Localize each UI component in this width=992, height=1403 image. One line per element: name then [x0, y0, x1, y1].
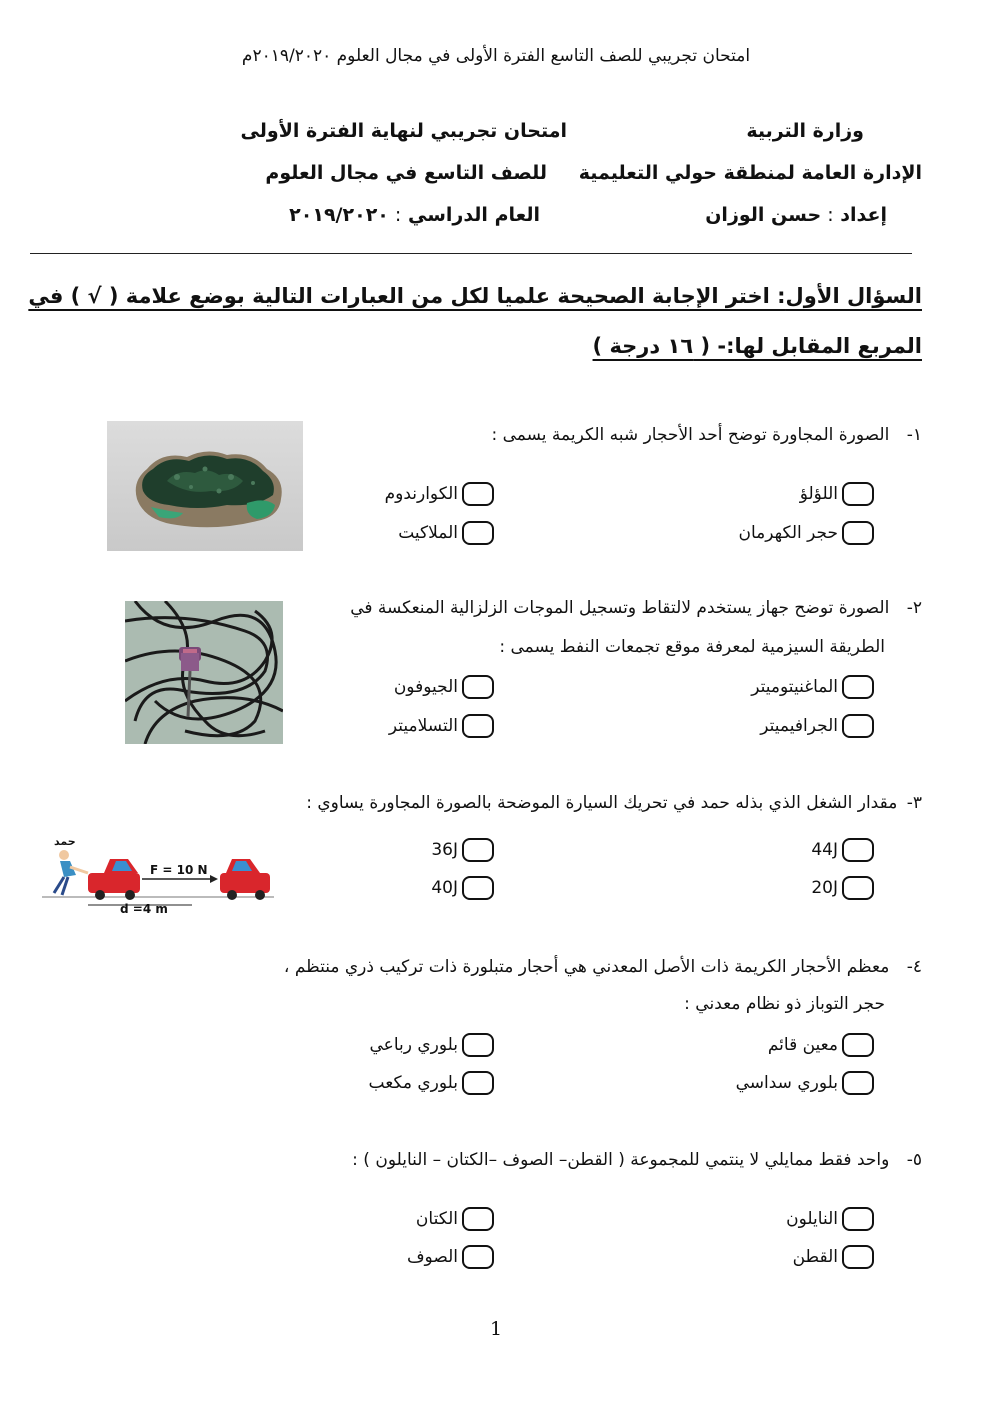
question-text: الصورة توضح جهاز يستخدم لالتقاط وتسجيل الموجات الزلزالية المنعكسة في	[350, 598, 890, 618]
prepared-label: إعداد	[840, 204, 887, 226]
checkbox[interactable]	[842, 1033, 874, 1057]
option-1c[interactable]	[738, 521, 874, 545]
checkbox[interactable]	[842, 1245, 874, 1269]
option-label: التسلاميتر	[388, 716, 458, 736]
section-title-line1	[28, 284, 922, 308]
option-label: بلوري رباعي	[369, 1035, 458, 1055]
checkbox[interactable]	[462, 1071, 494, 1095]
option-label: الملاكيت	[398, 523, 458, 543]
option-4c[interactable]	[736, 1071, 874, 1095]
checkbox[interactable]	[842, 521, 874, 545]
checkbox[interactable]	[462, 838, 494, 862]
option-2d[interactable]	[389, 714, 494, 738]
year-value: ٢٠١٩/٢٠٢٠	[289, 204, 389, 226]
option-4b[interactable]	[370, 1033, 495, 1057]
figure-person-label: حمد	[54, 835, 76, 848]
option-2c[interactable]	[760, 714, 874, 738]
checkbox[interactable]	[462, 1245, 494, 1269]
section-title-line2	[593, 334, 922, 358]
option-2b[interactable]	[394, 675, 494, 699]
option-label: القطن	[792, 1247, 838, 1267]
checkbox[interactable]	[462, 482, 494, 506]
checkbox[interactable]	[842, 1207, 874, 1231]
question-5	[352, 1150, 922, 1170]
checkbox[interactable]	[842, 876, 874, 900]
option-5c[interactable]	[793, 1245, 874, 1269]
checkbox[interactable]	[462, 521, 494, 545]
section-marks: :- ( ١٦ درجة )	[592, 334, 735, 358]
question-number: ٤-	[906, 957, 922, 977]
option-label: 44J	[811, 840, 838, 860]
option-label: بلوري سداسي	[735, 1073, 838, 1093]
option-3b[interactable]	[431, 838, 494, 862]
exam-title: امتحان تجريبي لنهاية الفترة الأولى	[240, 120, 567, 142]
section-instruction: : اختر الإجابة الصحيحة علميا لكل من العبارات التالية بوضع علامة ( √ ) في	[28, 284, 786, 308]
question-text: الصورة المجاورة توضح أحد الأحجار شبه الكريمة يسمى :	[491, 425, 890, 445]
car-push-figure	[42, 835, 274, 919]
question-text: مقدار الشغل الذي بذله حمد في تحريك السيارة الموضحة بالصورة المجاورة يساوي :	[306, 793, 898, 813]
author-name: حسن الوزان	[705, 204, 822, 226]
academic-year: العام الدراسي : ٢٠١٩/٢٠٢٠	[289, 204, 540, 226]
option-label: حجر الكهرمان	[738, 523, 838, 543]
section-label-2: المربع المقابل لها	[734, 334, 922, 358]
year-label: العام الدراسي	[407, 204, 540, 226]
checkbox[interactable]	[842, 482, 874, 506]
question-text: واحد فقط ممايلي لا ينتمي للمجموعة ( القطن– الصوف –الكتان – النايلون ) :	[352, 1150, 890, 1170]
page-number: 1	[489, 1318, 503, 1340]
checkbox[interactable]	[462, 714, 494, 738]
option-label: بلوري مكعب	[368, 1073, 458, 1093]
question-3	[306, 793, 922, 813]
option-3a[interactable]	[811, 838, 874, 862]
question-2	[350, 598, 922, 618]
question-text: معظم الأحجار الكريمة ذات الأصل المعدني هي أحجار متبلورة ذات تركيب ذري منتظم ،	[283, 957, 890, 977]
malachite-photo	[107, 421, 303, 551]
checkbox[interactable]	[842, 714, 874, 738]
option-label: الجرافيميتر	[760, 716, 838, 736]
figure-force-label: F = 10 N	[150, 863, 208, 877]
option-1a[interactable]	[800, 482, 874, 506]
option-label: 36J	[431, 840, 458, 860]
geophone-photo	[125, 601, 283, 744]
checkbox[interactable]	[842, 1071, 874, 1095]
option-4a[interactable]	[768, 1033, 874, 1057]
checkbox[interactable]	[842, 675, 874, 699]
option-5b[interactable]	[416, 1207, 494, 1231]
district-name: الإدارة العامة لمنطقة حولي التعليمية	[578, 162, 922, 184]
option-5d[interactable]	[407, 1245, 494, 1269]
option-label: اللؤلؤ	[799, 484, 838, 504]
question-number: ٥-	[906, 1150, 922, 1170]
option-label: 40J	[431, 878, 458, 898]
option-5a[interactable]	[786, 1207, 874, 1231]
option-3d[interactable]	[431, 876, 494, 900]
option-2a[interactable]	[751, 675, 874, 699]
option-label: الصوف	[406, 1247, 458, 1267]
question-4-continued: حجر التوباز ذو نظام معدني :	[684, 994, 885, 1014]
checkbox[interactable]	[462, 876, 494, 900]
header-divider	[30, 253, 912, 254]
option-label: معين قائم	[767, 1035, 838, 1055]
question-4	[284, 957, 922, 977]
running-title: امتحان تجريبي للصف التاسع الفترة الأولى في مجال العلوم ٢٠١٩/٢٠٢٠م	[241, 46, 751, 66]
option-label: الماغنيتوميتر	[751, 677, 838, 697]
question-number: ٣-	[906, 793, 922, 813]
prepared-by: إعداد : حسن الوزان	[705, 204, 887, 226]
option-1b[interactable]	[385, 482, 494, 506]
checkbox[interactable]	[462, 1207, 494, 1231]
figure-distance-label: d =4 m	[120, 902, 168, 916]
option-3c[interactable]	[811, 876, 874, 900]
question-2-continued: الطريقة السيزمية لمعرفة موقع تجمعات النفط يسمى :	[499, 637, 885, 657]
question-number: ١-	[906, 425, 922, 445]
option-4d[interactable]	[369, 1071, 494, 1095]
option-label: 20J	[811, 878, 838, 898]
checkbox[interactable]	[842, 838, 874, 862]
ministry-name: وزارة التربية	[746, 120, 864, 142]
option-label: الجيوفون	[393, 677, 458, 697]
option-1d[interactable]	[398, 521, 494, 545]
option-label: الكوارندوم	[384, 484, 458, 504]
checkbox[interactable]	[462, 675, 494, 699]
grade-subject: للصف التاسع في مجال العلوم	[265, 162, 547, 184]
option-label: النايلون	[786, 1209, 838, 1229]
question-number: ٢-	[906, 598, 922, 618]
question-1	[492, 425, 923, 445]
section-label: السؤال الأول	[785, 284, 922, 308]
checkbox[interactable]	[462, 1033, 494, 1057]
option-label: الكتان	[415, 1209, 458, 1229]
